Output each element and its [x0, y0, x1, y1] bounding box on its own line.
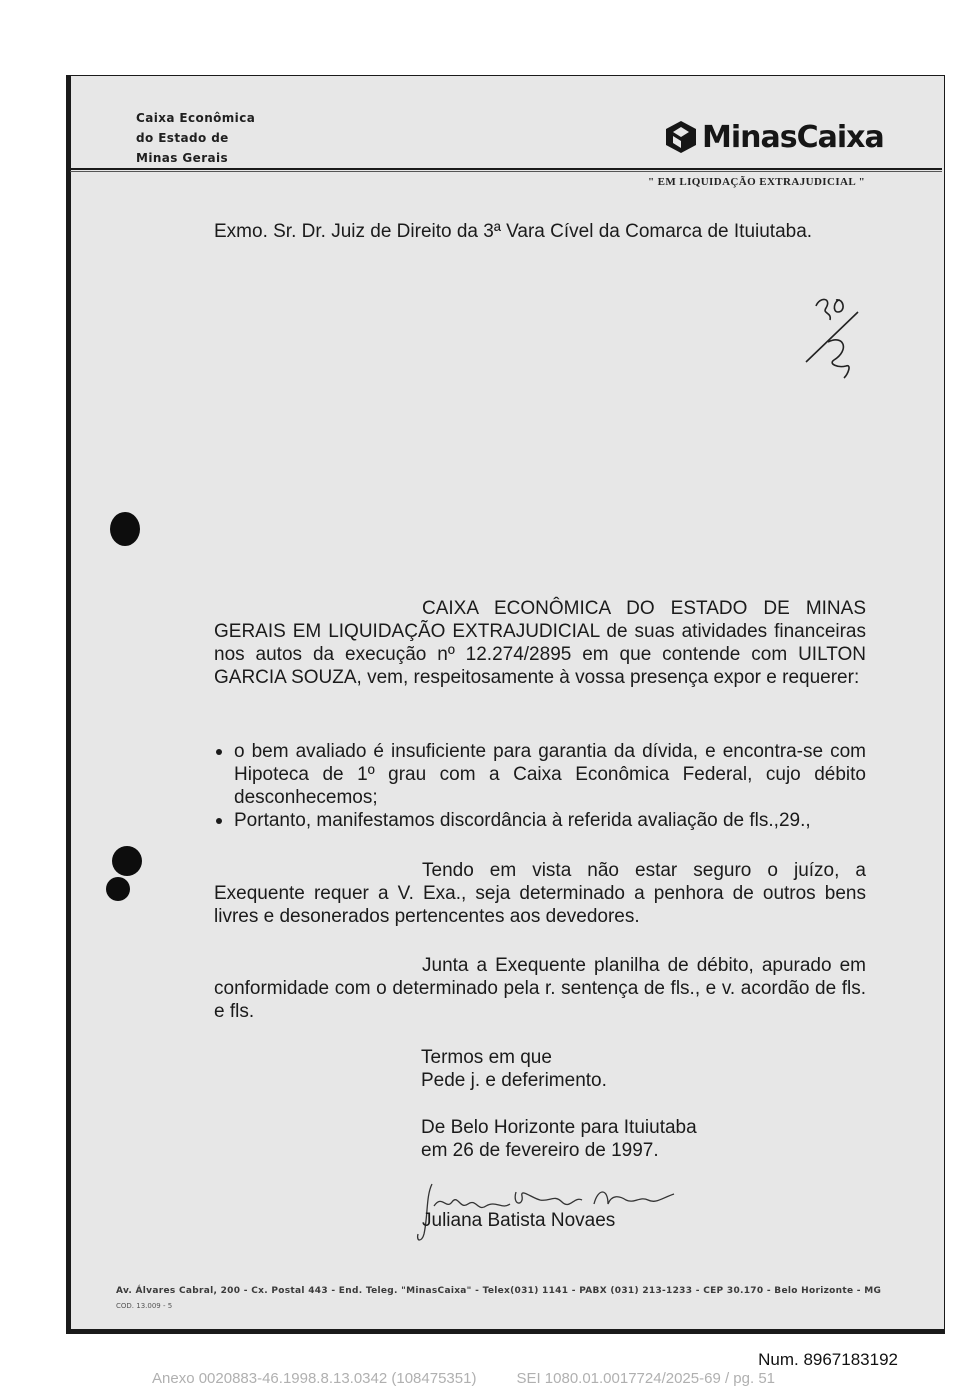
punch-hole	[112, 846, 142, 876]
liquidation-status: " EM LIQUIDAÇÃO EXTRAJUDICIAL "	[648, 176, 866, 188]
punch-hole	[110, 512, 140, 546]
header-divider-thin	[70, 171, 942, 172]
annex-reference	[152, 1370, 775, 1387]
intro-paragraph: CAIXA ECONÔMICA DO ESTADO DE MINAS GERAIS EM LIQUIDAÇÃO EXTRAJUDICIAL de suas atividades financeiras nos autos da execução nº 12.274/2895 em que contende com UILTON GARCIA SOUZA, vem, respeitosamente à vossa presença expor e requerer:	[214, 598, 866, 688]
document-number: Num. 8967183192	[758, 1350, 898, 1369]
brand-wordmark: MinasCaixa	[702, 119, 884, 155]
paragraph-planilha: Junta a Exequente planilha de débito, apurado em conformidade com o determinado pela r. sentença de fls., e v. acordão de fls. e fls.	[214, 955, 866, 1022]
org-line-1: Caixa Econômica	[136, 111, 256, 125]
letterhead-address: Av. Álvares Cabral, 200 - Cx. Postal 443 - End. Teleg. "MinasCaixa" - Telex(031) 1141 - PABX (031) 213-1233 - CEP 30.170 - Belo Horizonte - MG	[116, 1286, 882, 1296]
place-line: De Belo Horizonte para Ituiutaba	[421, 1117, 697, 1138]
brand-logo	[662, 116, 884, 158]
form-code: COD. 13.009 - 5	[116, 1302, 173, 1310]
salutation: Exmo. Sr. Dr. Juiz de Direito da 3ª Vara Cível da Comarca de Ituiutaba.	[214, 221, 813, 242]
org-line-2: do Estado de	[136, 131, 229, 145]
punch-hole	[106, 877, 130, 901]
closing-line-1: Termos em que	[421, 1047, 552, 1068]
list-item: o bem avaliado é insuficiente para garantia da dívida, e encontra-se com Hipoteca de 1º grau com a Caixa Econômica Federal, cujo débito desconhecemos;	[214, 740, 866, 809]
request-list	[214, 740, 866, 832]
paragraph-penhora: Tendo em vista não estar seguro o juízo, a Exequente requer a V. Exa., seja determinado a penhora de outros bens livres e desonerados pertencentes aos devedores.	[214, 860, 866, 927]
org-line-3: Minas Gerais	[136, 151, 229, 165]
handwritten-folio-mark	[798, 290, 868, 382]
org-name-block	[136, 108, 255, 168]
closing-line-2: Pede j. e deferimento.	[421, 1070, 607, 1091]
minascaixa-logo-icon	[662, 119, 700, 155]
date-line: em 26 de fevereiro de 1997.	[421, 1140, 659, 1161]
signatory-name: Juliana Batista Novaes	[422, 1210, 616, 1231]
sei-reference: SEI 1080.01.0017724/2025-69 / pg. 51	[516, 1370, 776, 1387]
list-item: Portanto, manifestamos discordância à referida avaliação de fls.,29.,	[214, 809, 866, 832]
annex-id: Anexo 0020883-46.1998.8.13.0342 (108475351)	[152, 1370, 477, 1387]
header-divider	[70, 168, 942, 170]
